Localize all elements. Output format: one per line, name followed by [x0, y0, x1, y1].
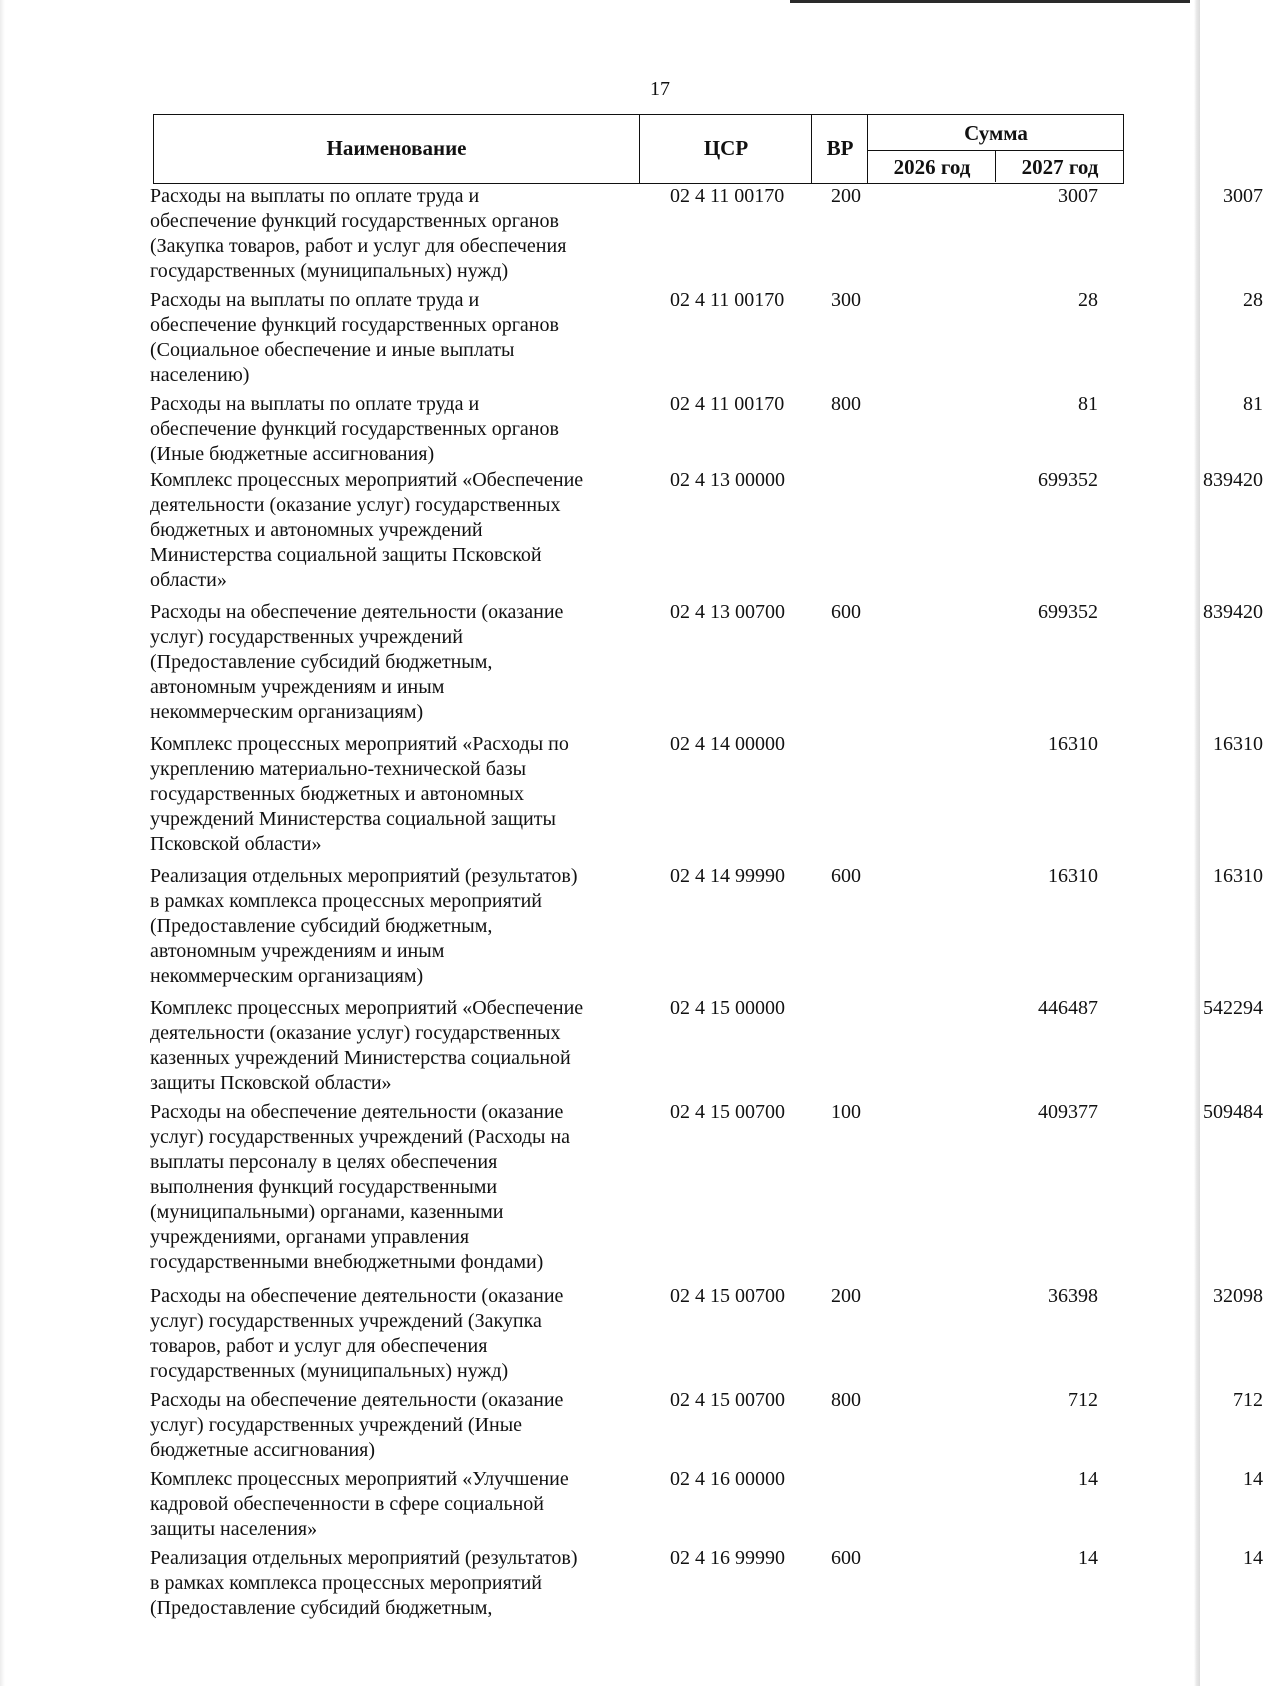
row-2026-value: 81: [1078, 393, 1098, 415]
row-csr: 02 4 14 99990: [670, 865, 785, 887]
row-2026-value: 446487: [1038, 997, 1098, 1019]
row-name: Расходы на обеспечение деятельности (оказание услуг) государственных учреждений (Иные бюджетные ассигнования): [150, 1389, 564, 1461]
row-2026-value: 16310: [1048, 733, 1098, 755]
table-row: [148, 1284, 1263, 1384]
row-2026-value: 36398: [1048, 1285, 1098, 1307]
row-2027-value: 28: [1243, 289, 1263, 311]
row-name: Комплекс процессных мероприятий «Обеспечение деятельности (оказание услуг) государственных казенных учреждений Министерства социальной защиты Псковской области»: [150, 997, 584, 1094]
row-name: Расходы на выплаты по оплате труда и обеспечение функций государственных органов (Закупка товаров, работ и услуг для обеспечения государственных (муниципальных) нужд): [150, 185, 567, 282]
row-2026-value: 14: [1078, 1468, 1098, 1490]
row-name: Расходы на обеспечение деятельности (оказание услуг) государственных учреждений (Расходы на выплаты персоналу в целях обеспечения выполнения функций государственными (муниципальными) органами, казенными учреждениями, органами управления государственными внебюджетными фондами): [150, 1101, 571, 1273]
header-name: Наименование: [326, 136, 467, 160]
row-2027-value: 16310: [1213, 733, 1263, 755]
table-row: [148, 864, 1263, 989]
header-year-2026: 2026 год: [893, 154, 971, 179]
row-csr: 02 4 14 00000: [670, 733, 785, 755]
row-2026-value: 28: [1078, 289, 1098, 311]
row-vr: 100: [831, 1101, 861, 1123]
row-csr: 02 4 16 00000: [670, 1468, 785, 1490]
row-2027-value: 81: [1243, 393, 1263, 415]
row-2027-value: 839420: [1203, 469, 1263, 491]
header-sum: Сумма: [964, 120, 1028, 145]
header-csr: ЦСР: [703, 136, 749, 160]
table-row: [148, 732, 1263, 857]
row-2026-value: 3007: [1058, 185, 1098, 207]
row-name: Реализация отдельных мероприятий (результатов) в рамках комплекса процессных мероприятий (Предоставление субсидий бюджетным,: [150, 1547, 578, 1619]
scan-top-line: [790, 0, 1190, 3]
row-name: Комплекс процессных мероприятий «Обеспечение деятельности (оказание услуг) государственных бюджетных и автономных учреждений Министерства социальной защиты Псковской области»: [150, 469, 584, 591]
row-2027-value: 3007: [1223, 185, 1263, 207]
row-csr: 02 4 15 00700: [670, 1101, 785, 1123]
row-csr: 02 4 11 00170: [670, 289, 785, 311]
header-vr: ВР: [826, 136, 854, 160]
table-row: [148, 1467, 1263, 1542]
header-divider: [639, 115, 640, 183]
row-vr: 600: [831, 1547, 861, 1569]
header-divider: [811, 115, 812, 183]
row-2026-value: 14: [1078, 1547, 1098, 1569]
row-2027-value: 839420: [1203, 601, 1263, 623]
row-csr: 02 4 15 00700: [670, 1389, 785, 1411]
row-csr: 02 4 11 00170: [670, 185, 785, 207]
scan-edge-left: [0, 0, 5, 1686]
row-name: Расходы на обеспечение деятельности (оказание услуг) государственных учреждений (Закупка товаров, работ и услуг для обеспечения государственных (муниципальных) нужд): [150, 1285, 564, 1382]
scan-edge-right: [1194, 0, 1200, 1686]
row-2027-value: 712: [1233, 1389, 1263, 1411]
row-csr: 02 4 15 00000: [670, 997, 785, 1019]
row-vr: 200: [831, 1285, 861, 1307]
header-divider: [867, 115, 868, 183]
row-2027-value: 509484: [1203, 1101, 1263, 1123]
row-2026-value: 699352: [1038, 469, 1098, 491]
table-row: [148, 392, 1263, 467]
table-row: [148, 1388, 1263, 1463]
row-2027-value: 14: [1243, 1547, 1263, 1569]
row-csr: 02 4 13 00700: [670, 601, 785, 623]
row-csr: 02 4 16 99990: [670, 1547, 785, 1569]
header-year-2027: 2027 год: [1021, 154, 1099, 179]
row-2027-value: 16310: [1213, 865, 1263, 887]
row-name: Комплекс процессных мероприятий «Улучшение кадровой обеспеченности в сфере социальной защиты населения»: [150, 1468, 569, 1540]
row-name: Комплекс процессных мероприятий «Расходы по укреплению материально-технической базы государственных бюджетных и автономных учреждений Министерства социальной защиты Псковской области»: [150, 733, 569, 855]
row-vr: 300: [831, 289, 861, 311]
row-2026-value: 16310: [1048, 865, 1098, 887]
table-row: [148, 184, 1263, 284]
row-name: Реализация отдельных мероприятий (результатов) в рамках комплекса процессных мероприятий (Предоставление субсидий бюджетным, автономным учреждениям и иным некоммерческим организациям): [150, 865, 578, 987]
row-2026-value: 712: [1068, 1389, 1098, 1411]
page-number: 17: [650, 78, 670, 100]
table-header: [153, 114, 1124, 184]
row-vr: 600: [831, 601, 861, 623]
row-vr: 600: [831, 865, 861, 887]
row-vr: 800: [831, 393, 861, 415]
header-divider: [995, 151, 996, 182]
row-2026-value: 409377: [1038, 1101, 1098, 1123]
row-2027-value: 14: [1243, 1468, 1263, 1490]
table-row: [148, 1100, 1263, 1275]
row-csr: 02 4 13 00000: [670, 469, 785, 491]
row-name: Расходы на выплаты по оплате труда и обеспечение функций государственных органов (Социальное обеспечение и иные выплаты населению): [150, 289, 559, 386]
table-row: [148, 468, 1263, 593]
table-row: [148, 996, 1263, 1096]
row-csr: 02 4 11 00170: [670, 393, 785, 415]
row-2027-value: 32098: [1213, 1285, 1263, 1307]
row-vr: 200: [831, 185, 861, 207]
table-row: [148, 600, 1263, 725]
row-2027-value: 542294: [1203, 997, 1263, 1019]
row-2026-value: 699352: [1038, 601, 1098, 623]
table-row: [148, 288, 1263, 388]
row-name: Расходы на выплаты по оплате труда и обеспечение функций государственных органов (Иные бюджетные ассигнования): [150, 393, 559, 465]
row-vr: 800: [831, 1389, 861, 1411]
row-csr: 02 4 15 00700: [670, 1285, 785, 1307]
row-name: Расходы на обеспечение деятельности (оказание услуг) государственных учреждений (Предоставление субсидий бюджетным, автономным учреждениям и иным некоммерческим организациям): [150, 601, 564, 723]
table-row: [148, 1546, 1263, 1621]
